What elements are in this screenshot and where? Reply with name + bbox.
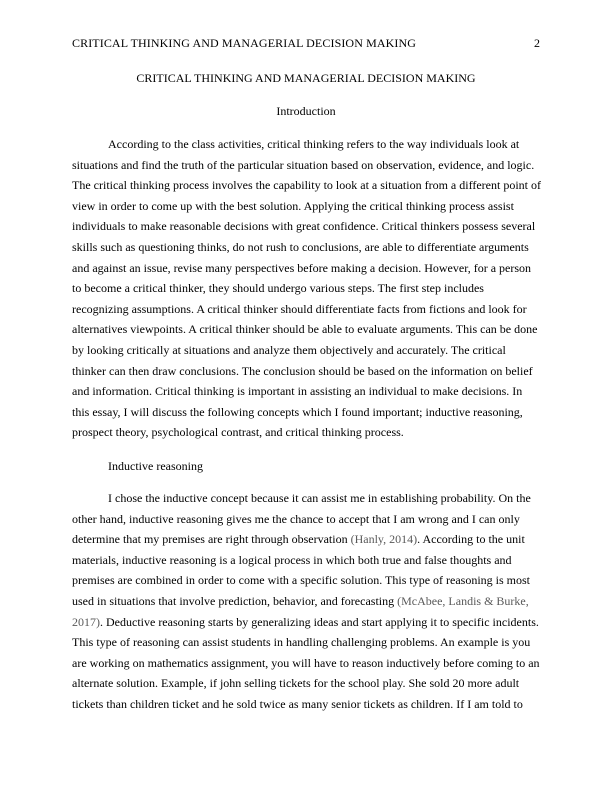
inductive-reasoning-paragraph [72, 488, 542, 715]
running-head: CRITICAL THINKING AND MANAGERIAL DECISION MAKING [72, 36, 416, 50]
page-number: 2 [534, 36, 540, 50]
section-heading-inductive-reasoning: Inductive reasoning [108, 459, 203, 473]
paper-title: CRITICAL THINKING AND MANAGERIAL DECISION MAKING [136, 71, 476, 85]
paragraph-text: . According to the unit materials, inductive reasoning is a logical process in which both true and false thoughts and premises are combined in order to come with a specific solution. This type of reasoning is most used in situations that involve prediction, behavior, and forecasting [72, 532, 531, 608]
section-heading-introduction: Introduction [276, 104, 336, 118]
citation: (McAbee, Landis & Burke, 2017) [72, 593, 529, 629]
citation: (Hanly, 2014) [350, 532, 418, 547]
introduction-paragraph: According to the class activities, critical thinking refers to the way individuals look at situations and find the truth of the particular situation based on observation, evidence, and logic. The critical thinking process involves the capability to look at a situation from a different point of view in order to come up with the best solution. Applying the critical thinking process assist individuals to make reasonable decisions with great confidence. Critical thinkers possess several skills such as questioning thinks, do not rush to conclusions, are able to differentiate arguments and against an issue, revise many perspectives before making a decision. However, for a person to become a critical thinker, they should undergo various steps. The first step includes recognizing assumptions. A critical thinker should differentiate facts from fictions and look for alternatives viewpoints. A critical thinker should be able to evaluate arguments. This can be done by looking critically at situations and analyze them objectively and accurately. The critical thinker can then draw conclusions. The conclusion should be based on the information on belief and information. Critical thinking is important in assisting an individual to make decisions. In this essay, I will discuss the following concepts which I found important; inductive reasoning, prospect theory, psychological contrast, and critical thinking process. [72, 137, 541, 440]
paragraph-text: . Deductive reasoning starts by generalizing ideas and start applying it to specific incidents. This type of reasoning can assist students in handling challenging problems. An example is you are working on mathematics assignment, you will have to reason inductively before coming to an alternate solution. Example, if john selling tickets for the school play. She sold 20 more adult tickets than children ticket and he sold twice as many senior tickets as children. If I am told to [72, 614, 540, 711]
paragraph-text: I chose the inductive concept because it can assist me in establishing probability. On the other hand, inductive reasoning gives me the chance to accept that I am wrong and I can only determine that my premises are right through observation [72, 491, 531, 547]
